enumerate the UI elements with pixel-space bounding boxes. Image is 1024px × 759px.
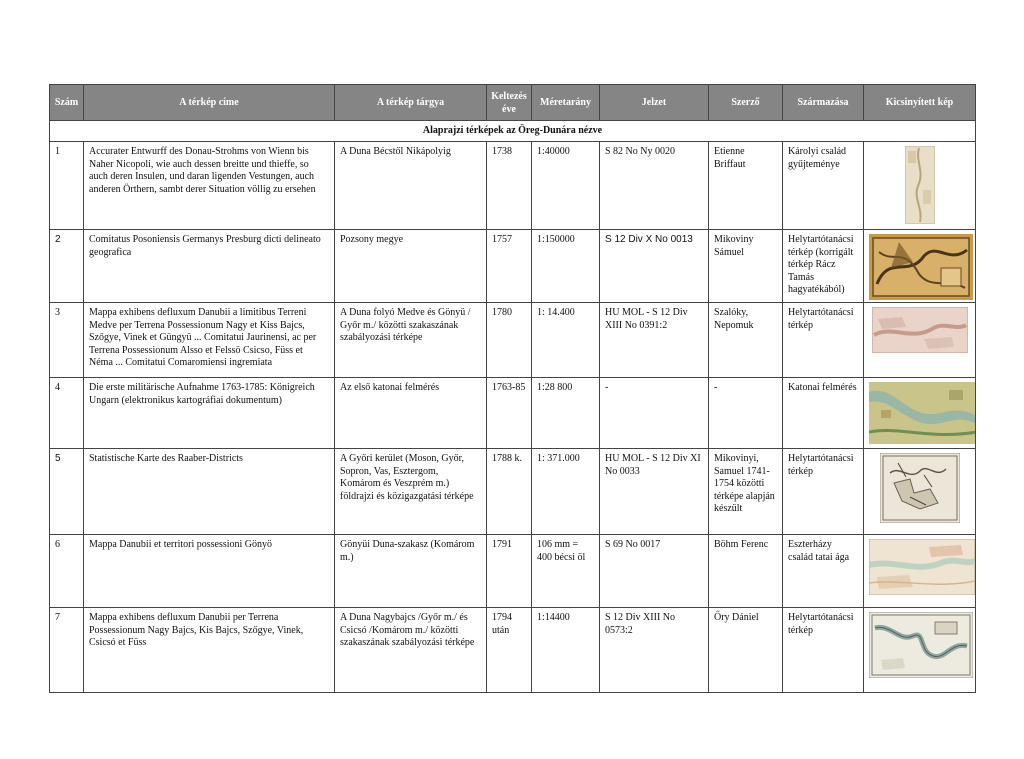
row-author: Böhm Ferenc — [709, 535, 783, 608]
row-title: Statistische Karte des Raaber-Districts — [84, 449, 335, 535]
row-date: 1794 után — [487, 608, 532, 693]
row-origin: Helytartótanácsi térkép (korrigált térkép Rácz Tamás hagyatékából) — [783, 230, 864, 303]
row-thumb — [864, 449, 976, 535]
row-origin: Helytartótanácsi térkép — [783, 608, 864, 693]
row-thumb — [864, 535, 976, 608]
row-author: Mikovinyi, Samuel 1741-1754 közötti térképe alapján készült — [709, 449, 783, 535]
table-row — [50, 608, 976, 693]
map-thumbnail-icon — [872, 307, 968, 353]
row-thumb — [864, 142, 976, 230]
row-date: 1757 — [487, 230, 532, 303]
row-origin: Helytartótanácsi térkép — [783, 449, 864, 535]
header-scale: Méretarány — [532, 85, 600, 121]
row-subject: A Duna Bécstől Nikápolyig — [335, 142, 487, 230]
row-subject: A Győri kerület (Moson, Győr, Sopron, Vas, Esztergom, Komárom és Veszprém m.) földrajzi és közigazgatási térképe — [335, 449, 487, 535]
row-thumb — [864, 608, 976, 693]
row-author: - — [709, 378, 783, 449]
row-title: Accurater Entwurff des Donau-Strohms von Wienn bis Naher Nicopoli, wie auch dessen breitte und thieffe, so auch deren Insulen, und daran ligenden Vestungen, auch anderen Örthern, sambt derer Situation völlig zu ersehen — [84, 142, 335, 230]
row-num: 2 — [50, 230, 84, 303]
table-row — [50, 378, 976, 449]
header-subject: A térkép tárgya — [335, 85, 487, 121]
row-scale: 106 mm = 400 bécsi öl — [532, 535, 600, 608]
header-origin: Származása — [783, 85, 864, 121]
header-row — [50, 85, 976, 121]
row-ref: - — [600, 378, 709, 449]
row-scale: 1:40000 — [532, 142, 600, 230]
row-title: Die erste militärische Aufnahme 1763-1785: Königreich Ungarn (elektronikus kartográfiai dokumentum) — [84, 378, 335, 449]
row-num: 1 — [50, 142, 84, 230]
table-row — [50, 535, 976, 608]
row-date: 1791 — [487, 535, 532, 608]
header-author: Szerző — [709, 85, 783, 121]
map-thumbnail-icon — [880, 453, 960, 523]
row-num: 7 — [50, 608, 84, 693]
row-num: 5 — [50, 449, 84, 535]
row-thumb — [864, 303, 976, 378]
row-author: Szalóky, Nepomuk — [709, 303, 783, 378]
table-row — [50, 230, 976, 303]
row-date: 1780 — [487, 303, 532, 378]
map-thumbnail-icon — [905, 146, 935, 224]
row-ref: S 82 No Ny 0020 — [600, 142, 709, 230]
row-date: 1763-85 — [487, 378, 532, 449]
section-row — [50, 121, 976, 142]
row-subject: Az első katonai felmérés — [335, 378, 487, 449]
map-thumbnail-icon — [869, 234, 973, 300]
row-subject: A Duna folyó Medve és Gönyü / Győr m./ közötti szakaszának szabályozási térképe — [335, 303, 487, 378]
row-num: 3 — [50, 303, 84, 378]
row-num: 4 — [50, 378, 84, 449]
row-origin: Károlyi család gyűjteménye — [783, 142, 864, 230]
row-thumb — [864, 378, 976, 449]
row-date: 1738 — [487, 142, 532, 230]
header-ref: Jelzet — [600, 85, 709, 121]
map-thumbnail-icon — [869, 612, 973, 678]
header-date: Keltezés éve — [487, 85, 532, 121]
map-thumbnail-icon — [869, 382, 976, 444]
row-origin: Katonai felmérés — [783, 378, 864, 449]
row-title: Mappa exhibens defluxum Danubii a limitibus Terreni Medve per Terrena Possessionum Nagy et Kiss Bajcs, Szőgye, Vinek et Güngyü ... Comitatui Jaurinensi, ac per Terrena Possessionum Alsso et Felssö Csicso, Füss et Néma ... Comitatui Comaromiensi ingremiata — [84, 303, 335, 378]
row-scale: 1:28 800 — [532, 378, 600, 449]
row-title: Comitatus Posoniensis Germanys Presburg dicti delineato geografica — [84, 230, 335, 303]
header-title: A térkép címe — [84, 85, 335, 121]
table-row — [50, 303, 976, 378]
row-subject: Pozsony megye — [335, 230, 487, 303]
section-title: Alaprajzi térképek az Öreg-Dunára nézve — [50, 121, 976, 142]
row-ref: S 69 No 0017 — [600, 535, 709, 608]
row-scale: 1:150000 — [532, 230, 600, 303]
header-thumb: Kicsinyített kép — [864, 85, 976, 121]
row-subject: Gönyüi Duna-szakasz (Komárom m.) — [335, 535, 487, 608]
row-subject: A Duna Nagybajcs /Győr m./ és Csicsó /Komárom m./ közötti szakaszának szabályozási térképe — [335, 608, 487, 693]
row-num: 6 — [50, 535, 84, 608]
table-row — [50, 449, 976, 535]
map-thumbnail-icon — [869, 539, 975, 595]
row-origin: Helytartótanácsi térkép — [783, 303, 864, 378]
row-scale: 1:14400 — [532, 608, 600, 693]
maps-table — [49, 84, 976, 693]
row-title: Mappa Danubii et territori possessioni Gönyö — [84, 535, 335, 608]
row-author: Etienne Briffaut — [709, 142, 783, 230]
row-ref: HU MOL - S 12 Div XI No 0033 — [600, 449, 709, 535]
row-origin: Eszterházy család tatai ága — [783, 535, 864, 608]
row-ref: S 12 Div X No 0013 — [600, 230, 709, 303]
table-row — [50, 142, 976, 230]
row-thumb — [864, 230, 976, 303]
header-num: Szám — [50, 85, 84, 121]
row-ref: HU MOL - S 12 Div XIII No 0391:2 — [600, 303, 709, 378]
row-scale: 1: 371.000 — [532, 449, 600, 535]
row-date: 1788 k. — [487, 449, 532, 535]
row-ref: S 12 Div XIII No 0573:2 — [600, 608, 709, 693]
row-author: Mikoviny Sámuel — [709, 230, 783, 303]
row-scale: 1: 14.400 — [532, 303, 600, 378]
row-title: Mappa exhibens defluxum Danubii per Terrena Possessionum Nagy Bajcs, Kis Bajcs, Szőgye, Vinek, Csicsó et Füss — [84, 608, 335, 693]
row-author: Őry Dániel — [709, 608, 783, 693]
